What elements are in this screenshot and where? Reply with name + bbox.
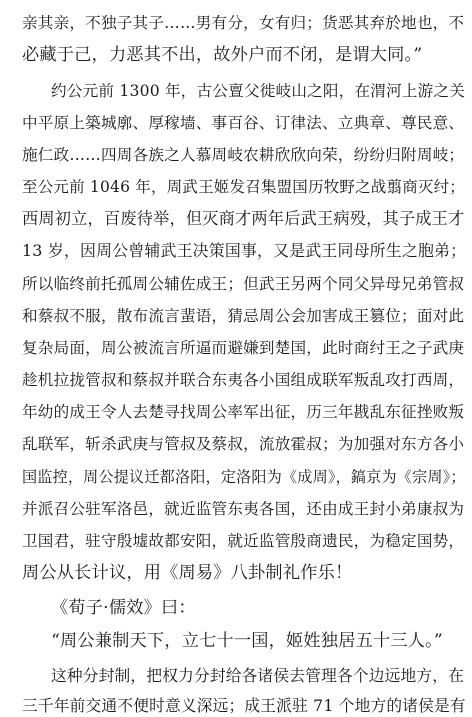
citation-heading: 《荀子·儒效》曰： [51,598,196,618]
text-line: 13 岁，因周公曾辅武王决策国事，又是武王同母所生之胞弟； [22,241,467,260]
text-line: 周公从长计议，用《周易》八卦制礼作乐！ [22,563,353,583]
text-line: 并派召公驻军洛邑，就近监管东夷各国，还由成王封小弟康叔为 [22,500,465,518]
text-line: 必藏于己，力恶其不出，故外户而不闭，是谓大同。” [22,45,423,65]
text-line: 乱联军，斩杀武庚与管叔及蔡叔，流放霍叔；为加强对东方各小 [22,435,465,453]
text-line: 西周初立，百废待举，但灭商才两年后武王病殁，其子成王才 [22,209,465,228]
text-line: 趁机拉拢管叔和蔡叔并联合东夷各小国组成联军叛乱攻打西周， [22,371,465,389]
text-line: 亲其亲，不独子其子……男有分，女有归；货恶其弃於地也，不 [22,14,465,32]
text-line: 至公元前 1046 年，周武王姬发召集盟国历牧野之战翦商灭纣； [22,178,466,196]
text-line: 复杂局面，周公被流言所逼而避嫌到楚国，此时商纣王之子武庚 [22,339,465,357]
quotation: “周公兼制天下，立七十一国，姬姓独居五十三人。” [51,631,443,651]
text-line: 年幼的成王令人去楚寻找周公率军出征，历三年戡乱东征挫败叛 [22,403,465,421]
text-line: 所以临终前托孤周公辅佐成王；但武王另两个同父异母兄弟管叔 [22,275,465,293]
text-line: 三千年前交通不便时意义深远；成王派驻 71 个地方的诸侯是有 [22,696,466,715]
paragraph-start: 约公元前 1300 年，古公亶父徙岐山之阳，在渭河上游之关 [51,82,466,100]
text-line: 国监控，周公提议迁都洛阳，定洛阳为《成周》，鎬京为《宗周》； [22,468,466,486]
text-line: 和蔡叔不服，散布流言蜚语，猜忌周公会加害成王篡位；面对此 [22,307,465,325]
paragraph-start: 这种分封制，把权力分封给各诸侯去管理各个边远地方，在 [51,666,465,685]
text-line: 卫国君，驻守殷墟故都安阳，就近监管殷商遗民，为稳定国势， [22,532,465,550]
text-line: 施仁政……四周各族之人慕周岐农耕欣欣向荣，纷纷归附周岐； [22,146,465,164]
text-line: 中平原上築城廓、厚稼墙、事百谷、订律法、立典章、尊民意、 [22,114,465,132]
